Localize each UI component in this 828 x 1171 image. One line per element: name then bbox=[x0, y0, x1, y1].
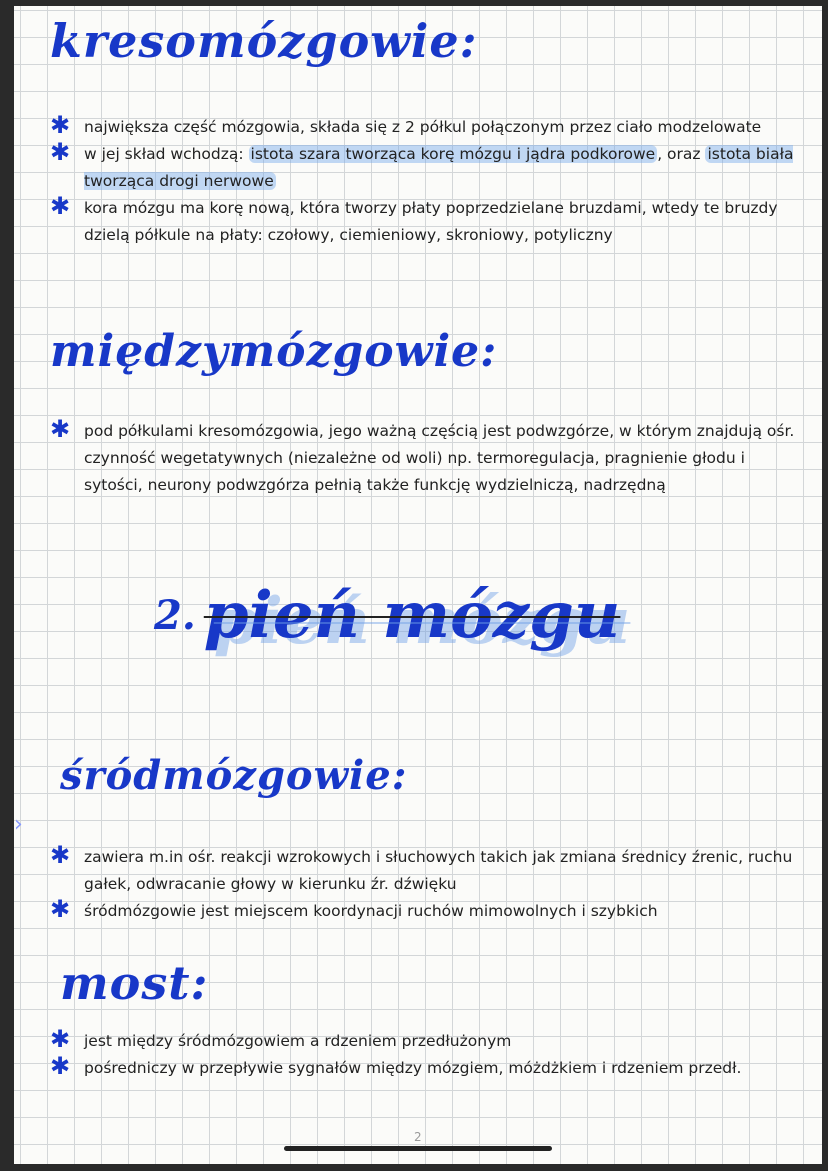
heading-pien-mozgu bbox=[154, 578, 620, 653]
asterisk-bullet-icon: ✱ bbox=[50, 192, 71, 220]
heading-srodmozgowie: śródmózgowie: bbox=[60, 752, 408, 799]
asterisk-bullet-icon: ✱ bbox=[50, 415, 71, 443]
chevron-right-icon[interactable]: › bbox=[14, 812, 23, 837]
page-number: 2 bbox=[414, 1130, 422, 1144]
section-title: pień mózgu bbox=[203, 578, 621, 653]
list-item: ✱ zawiera m.in ośr. reakcji wzrokowych i słuchowych takich jak zmiana średnicy źrenic, ruchu gałek, odwracanie głowy w kierunku źr. dźwięku bbox=[50, 841, 793, 893]
section-number: 2. bbox=[154, 592, 196, 639]
asterisk-bullet-icon: ✱ bbox=[50, 895, 71, 923]
heading-kresomozgowie: kresomózgowie: bbox=[50, 14, 478, 68]
asterisk-bullet-icon: ✱ bbox=[50, 138, 71, 166]
heading-most: most: bbox=[60, 956, 209, 1010]
asterisk-bullet-icon: ✱ bbox=[50, 841, 71, 869]
asterisk-bullet-icon: ✱ bbox=[50, 1052, 71, 1080]
list-item: ✱ kora mózgu ma korę nową, która tworzy płaty poprzedzielane bruzdami, wtedy te bruzdy dzielą półkule na płaty: czołowy, ciemieniowy, skroniowy, potyliczny bbox=[50, 192, 778, 244]
list-item: ✱ jest między śródmózgowiem a rdzeniem przedłużonym bbox=[50, 1025, 512, 1053]
list-item: ✱ w jej skład wchodzą: istota szara tworząca korę mózgu i jądra podkorowe , oraz istota biała tworząca drogi nerwowe bbox=[50, 138, 794, 190]
asterisk-bullet-icon: ✱ bbox=[50, 1025, 71, 1053]
list-item: ✱ pośredniczy w przepływie sygnałów między mózgiem, móżdżkiem i rdzeniem przedł. bbox=[50, 1052, 742, 1080]
asterisk-bullet-icon: ✱ bbox=[50, 111, 71, 139]
home-indicator-bar[interactable] bbox=[284, 1146, 552, 1151]
highlight-gray-matter: istota szara tworząca korę mózgu i jądra podkorowe bbox=[250, 145, 656, 163]
list-item: ✱ śródmózgowie jest miejscem koordynacji ruchów mimowolnych i szybkich bbox=[50, 895, 658, 923]
highlight-white-matter: istota biała tworząca drogi nerwowe bbox=[84, 145, 794, 190]
heading-miedzymozgowie: międzymózgowie: bbox=[50, 326, 498, 377]
list-kresomozgowie bbox=[50, 111, 796, 249]
notebook-page bbox=[14, 6, 822, 1164]
list-srodmozgowie bbox=[50, 841, 796, 925]
list-miedzymozgowie bbox=[50, 415, 796, 499]
list-item: ✱ pod półkulami kresomózgowia, jego ważną częścią jest podwzgórze, w którym znajdują ośr. czynność wegetatywnych (niezależne od woli) np. termoregulacja, pragnienie głodu i sytości, neurony podwzgórza pełnią także funkcję wydzielniczą, nadrzędną bbox=[50, 415, 795, 494]
list-item: ✱ największa część mózgowia, składa się z 2 półkul połączonym przez ciało modzelowate bbox=[50, 111, 762, 139]
list-most bbox=[50, 1025, 796, 1082]
